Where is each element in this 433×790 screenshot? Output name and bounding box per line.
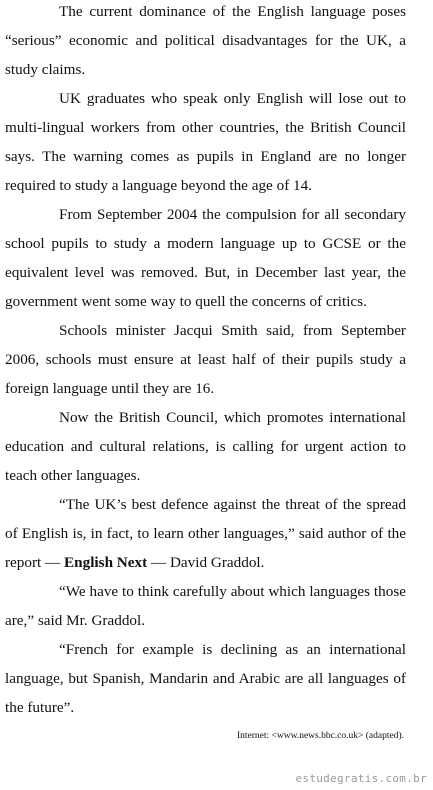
source-citation: Internet: <www.news.bbc.co.uk> (adapted).	[236, 731, 404, 741]
report-title: English Next	[64, 554, 148, 571]
paragraph-7: “We have to think carefully about which languages those are,” said Mr. Graddol.	[5, 583, 406, 629]
article-body	[5, 0, 406, 722]
paragraph-4: Schools minister Jacqui Smith said, from September 2006, schools must ensure at least half of their pupils study a foreign language until they are 16.	[5, 322, 406, 397]
watermark: estudegratis.com.br	[295, 772, 427, 785]
paragraph-2: UK graduates who speak only English will lose out to multi-lingual workers from other countries, the British Council says. The warning comes as pupils in England are no longer required to study a language beyond the age of 14.	[5, 90, 406, 194]
paragraph-5: Now the British Council, which promotes international education and cultural relations, is calling for urgent action to teach other languages.	[5, 409, 406, 484]
paragraph-6-quote	[5, 490, 406, 577]
paragraph-8: “French for example is declining as an international language, but Spanish, Mandarin and Arabic are all languages of the future”.	[5, 641, 406, 716]
paragraph-3: From September 2004 the compulsion for all secondary school pupils to study a modern language up to GCSE or the equivalent level was removed. But, in December last year, the government went some way to quell the concerns of critics.	[5, 206, 406, 310]
quote-text-before: “The UK’s best defence against the threat of the spread of English is, in fact, to learn other languages,” said author of the report —	[5, 496, 406, 571]
paragraph-1: The current dominance of the English language poses “serious” economic and political disadvantages for the UK, a study claims.	[5, 3, 406, 78]
quote-text-after: — David Graddol.	[147, 554, 265, 571]
